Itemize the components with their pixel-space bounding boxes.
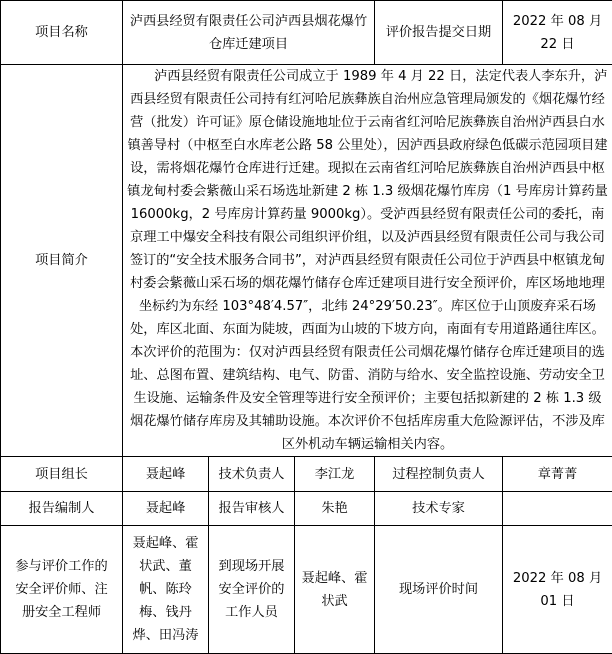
report-date-value: 2022 年 08 月 22 日 <box>503 1 612 65</box>
team-leader-value: 聂起峰 <box>123 457 209 492</box>
evaluators-value: 聂起峰、霍状武、董帆、陈玲梅、钱丹烨、田冯涛 <box>123 526 209 654</box>
report-reviewer-value: 朱艳 <box>295 492 375 526</box>
table-row <box>1 1 612 65</box>
project-name-value: 泸西县经贸有限责任公司泸西县烟花爆竹仓库迁建项目 <box>123 1 375 65</box>
onsite-value: 聂起峰、霍状武 <box>295 526 375 654</box>
table-row <box>1 492 612 526</box>
evaluators-label: 参与评价工作的安全评价师、注册安全工程师 <box>1 526 123 654</box>
report-date-label: 评价报告提交日期 <box>375 1 503 65</box>
onsite-label: 到现场开展安全评价的工作人员 <box>209 526 295 654</box>
report-reviewer-label: 报告审核人 <box>209 492 295 526</box>
team-leader-label: 项目组长 <box>1 457 123 492</box>
tech-expert-label: 技术专家 <box>375 492 503 526</box>
onsite-time-label: 现场评价时间 <box>375 526 503 654</box>
summary-cell <box>123 65 612 457</box>
table-row <box>1 65 612 457</box>
tech-expert-value <box>503 492 612 526</box>
report-author-label: 报告编制人 <box>1 492 123 526</box>
table-row <box>1 457 612 492</box>
report-author-value: 聂起峰 <box>123 492 209 526</box>
project-name-label: 项目名称 <box>1 1 123 65</box>
onsite-time-value: 2022 年 08 月 01 日 <box>503 526 612 654</box>
process-control-label: 过程控制负责人 <box>375 457 503 492</box>
tech-lead-value: 李江龙 <box>295 457 375 492</box>
summary-text: 泸西县经贸有限责任公司成立于 1989 年 4 月 22 日，法定代表人李东升，泸西县经贸有限责任公司持有红河哈尼族彝族自治州应急管理局颁发的《烟花爆竹经营（批发）许可证》原仓储设施地址位于云南省红河哈尼族彝族自治州泸西县白水镇善导村（中枢至白水库老公路 58 公里处），因泸西县政府绿色低碳示范园项目建设，需将烟花爆竹仓库进行迁建。现拟在云南省红河哈尼族彝族自治州泸西县中枢镇龙甸村委会紫薇山采石场选址新建 2 栋 1.3 级烟花爆竹库房（1 号库房计算药量 16000kg，2 号库房计算药量 9000kg）。受泸西县经贸有限责任公司的委托，南京理工中爆安全科技有限公司组织评价组，以及泸西县经贸有限责任公司与我公司签订的“安全技术服务合同书”，对泸西县经贸有限责任公司位于泸西县中枢镇龙甸村委会紫薇山采石场的烟花爆竹储存仓库迁建项目进行安全预评价，库区场地地理坐标约为东经 103°48′4.57″，北纬 24°29′50.23″。库区位于山顶废弃采石场处，库区北面、东面为陡坡，西面为山坡的下坡方向，南面有专用道路通往库区。本次评价的范围为：仅对泸西县经贸有限责任公司烟花爆竹储存仓库迁建项目的选址、总图布置、建筑结构、电气、防雷、消防与给水、安全监控设施、劳动安全卫生设施、运输条件及安全管理等进行安全预评价；主要包括拟新建的 2 栋 1.3 级烟花爆竹储存库房及其辅助设施。本次评价不包括库房重大危险源评估，不涉及库区外机动车辆运输相关内容。 <box>127 65 608 456</box>
process-control-value: 章菁菁 <box>503 457 612 492</box>
summary-label: 项目简介 <box>1 65 123 457</box>
table-row <box>1 526 612 654</box>
tech-lead-label: 技术负责人 <box>209 457 295 492</box>
